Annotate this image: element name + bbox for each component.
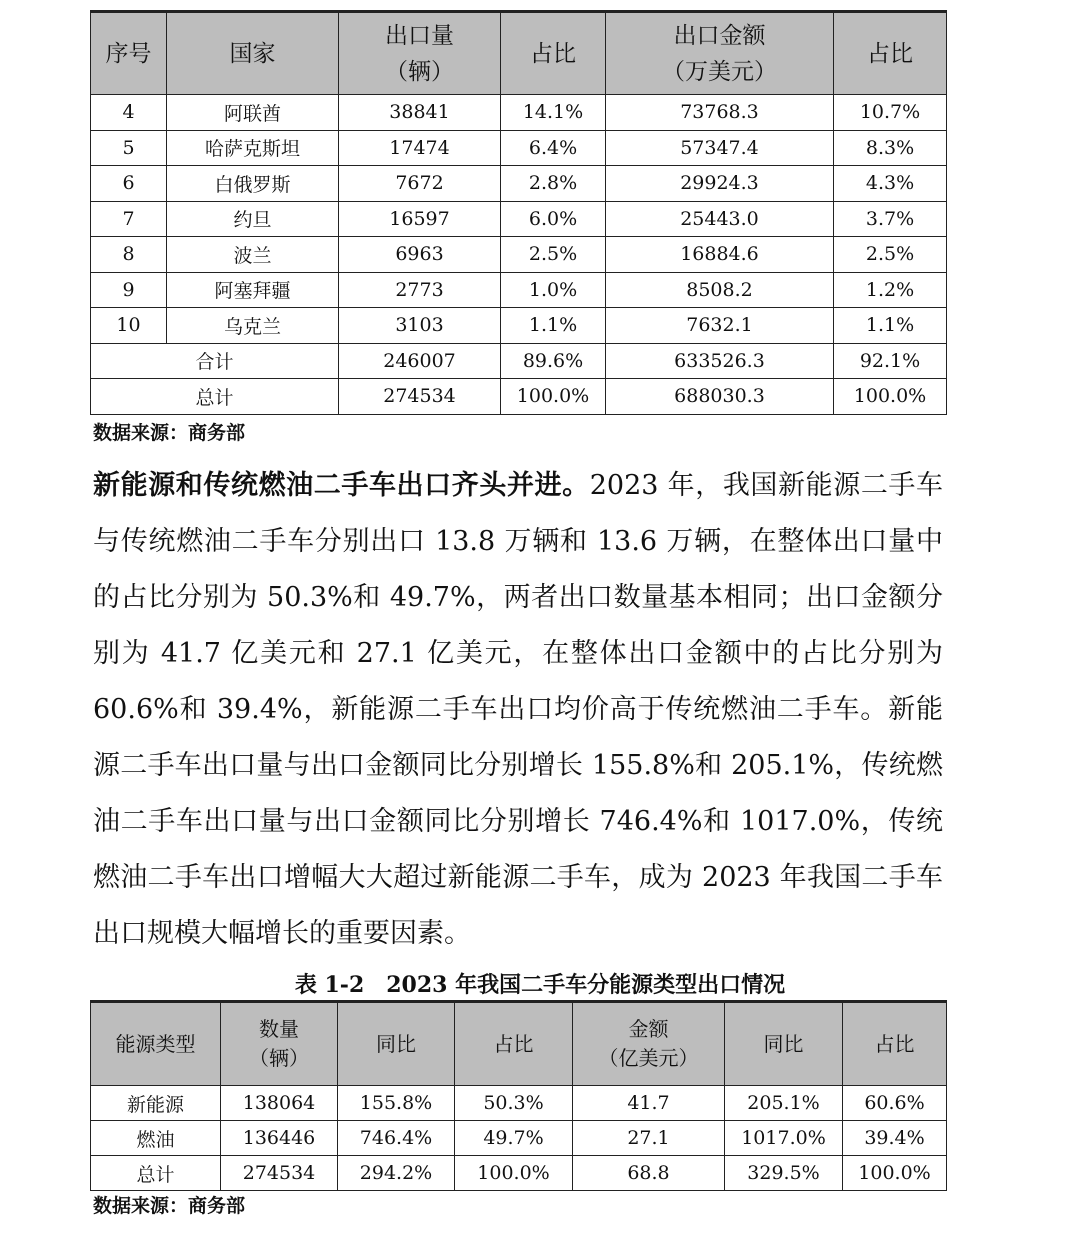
table-cell: 138064 [221,1086,338,1121]
header-quantity: 数量 （辆） [221,1002,338,1086]
table-cell: 10.7% [834,95,947,131]
table-cell: 1017.0% [725,1121,843,1156]
table-cell: 1.1% [501,308,606,344]
table-cell: 50.3% [455,1086,573,1121]
table2-header-row [91,1002,947,1086]
table-cell: 2.5% [834,237,947,273]
table-cell: 燃油 [91,1121,221,1156]
table-cell: 7632.1 [606,308,834,344]
paragraph-lead: 新能源和传统燃油二手车出口齐头并进。 [93,470,590,501]
table-cell: 1.0% [501,272,606,308]
header-energy-type: 能源类型 [91,1002,221,1086]
table-cell: 16884.6 [606,237,834,273]
table-cell: 8 [91,237,167,273]
table-cell: 2.8% [501,166,606,202]
table-cell: 9 [91,272,167,308]
table-cell: 16597 [339,201,501,237]
table-row [91,308,947,344]
table-cell: 阿联酋 [167,95,339,131]
table-cell: 哈萨克斯坦 [167,130,339,166]
table-row [91,237,947,273]
table-cell: 合计 [91,343,339,379]
table-cell: 4.3% [834,166,947,202]
table-cell: 17474 [339,130,501,166]
table-cell: 155.8% [338,1086,455,1121]
table-cell: 4 [91,95,167,131]
table-cell: 25443.0 [606,201,834,237]
table-cell: 100.0% [834,379,947,415]
table-cell: 274534 [221,1156,338,1191]
table-cell: 329.5% [725,1156,843,1191]
header-value-share: 占比 [834,12,947,95]
table-cell: 6.0% [501,201,606,237]
table-cell: 92.1% [834,343,947,379]
table-row [91,1086,947,1121]
table-cell: 3103 [339,308,501,344]
table-cell: 49.7% [455,1121,573,1156]
table-cell: 100.0% [501,379,606,415]
header-amount: 金额 （亿美元） [573,1002,725,1086]
table-cell: 波兰 [167,237,339,273]
table-row [91,201,947,237]
header-export-value: 出口金额 （万美元） [606,12,834,95]
total-row [91,379,947,415]
table-cell: 1.1% [834,308,947,344]
table-cell: 57347.4 [606,130,834,166]
table-caption: 表 1-2 2023 年我国二手车分能源类型出口情况 [294,972,786,998]
table-cell: 14.1% [501,95,606,131]
table-cell: 2.5% [501,237,606,273]
table-cell: 6 [91,166,167,202]
table1-header-row [91,12,947,95]
table-row [91,166,947,202]
table-cell: 8508.2 [606,272,834,308]
table-cell: 39.4% [843,1121,947,1156]
table-cell: 27.1 [573,1121,725,1156]
header-index: 序号 [91,12,167,95]
table-cell: 38841 [339,95,501,131]
table-cell: 8.3% [834,130,947,166]
header-amount-share: 占比 [843,1002,947,1086]
table-cell: 73768.3 [606,95,834,131]
table-cell: 274534 [339,379,501,415]
table-cell: 100.0% [843,1156,947,1191]
header-export-volume: 出口量 （辆） [339,12,501,95]
table-cell: 246007 [339,343,501,379]
table-cell: 乌克兰 [167,308,339,344]
table-cell: 60.6% [843,1086,947,1121]
table-cell: 41.7 [573,1086,725,1121]
header-share: 占比 [455,1002,573,1086]
data-source-note: 数据来源：商务部 [93,422,246,444]
table-cell: 688030.3 [606,379,834,415]
table-cell: 3.7% [834,201,947,237]
table-cell: 633526.3 [606,343,834,379]
table-cell: 7 [91,201,167,237]
table-cell: 136446 [221,1121,338,1156]
header-volume-share: 占比 [501,12,606,95]
table-cell: 2773 [339,272,501,308]
table-cell: 746.4% [338,1121,455,1156]
table-cell: 新能源 [91,1086,221,1121]
paragraph-body: 2023 年，我国新能源二手车与传统燃油二手车分别出口 13.8 万辆和 13.6 万辆，在整体出口量中的占比分别为 50.3%和 49.7%，两者出口数量基本相同；出口金额分别为 41.7 亿美元和 27.1 亿美元，在整体出口金额中的占比分别为 60.6%和 39.4%，新能源二手车出口均价高于传统燃油二手车。新能源二手车出口量与出口金额同比分别增长 155.8%和 205.1%，传统燃油二手车出口量与出口金额同比分别增长 746.4%和 1017.0%，传统燃油二手车出口增幅大大超过新能源二手车，成为 2023 年我国二手车出口规模大幅增长的重要因素。 [93,470,944,949]
table-cell: 6963 [339,237,501,273]
export-by-energy-type-table [90,1000,947,1191]
table-cell: 7672 [339,166,501,202]
table-cell: 6.4% [501,130,606,166]
table-cell: 100.0% [455,1156,573,1191]
table-cell: 5 [91,130,167,166]
table-row [91,272,947,308]
header-amount-yoy: 同比 [725,1002,843,1086]
table-cell: 10 [91,308,167,344]
data-source-note: 数据来源：商务部 [93,1195,246,1217]
table-cell: 89.6% [501,343,606,379]
header-country: 国家 [167,12,339,95]
header-yoy: 同比 [338,1002,455,1086]
table-row [91,1156,947,1191]
subtotal-row [91,343,947,379]
table-row [91,95,947,131]
table-cell: 总计 [91,379,339,415]
table-cell: 约旦 [167,201,339,237]
table-cell: 总计 [91,1156,221,1191]
table-cell: 1.2% [834,272,947,308]
body-paragraph [93,458,943,962]
table-cell: 白俄罗斯 [167,166,339,202]
table-row [91,1121,947,1156]
table-cell: 294.2% [338,1156,455,1191]
table-row [91,130,947,166]
table-cell: 阿塞拜疆 [167,272,339,308]
table-cell: 205.1% [725,1086,843,1121]
table-cell: 29924.3 [606,166,834,202]
export-by-country-table [90,10,947,415]
table-cell: 68.8 [573,1156,725,1191]
